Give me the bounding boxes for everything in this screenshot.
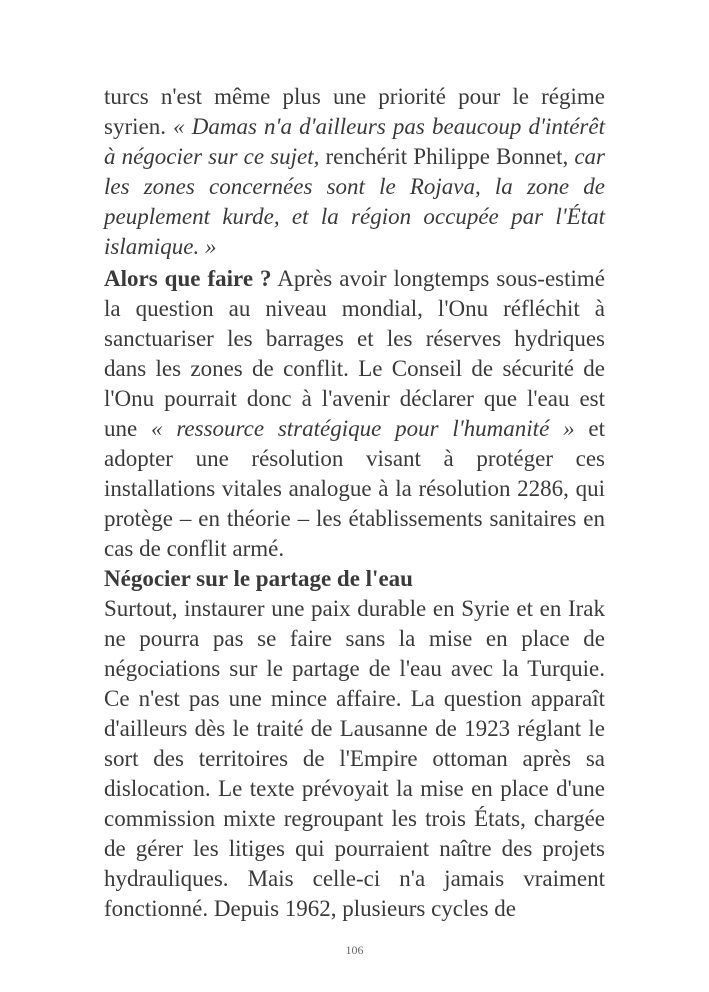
quote-ressource: « ressource stratégique pour l'humanité » xyxy=(151,416,575,441)
quote-zones: car les zones concernées sont le Rojava, la zone de peuplement kurde, et la région occupée par l'État islamique. » xyxy=(104,144,605,259)
lead-in-bold: Alors que faire ? xyxy=(104,266,272,291)
body-text-b: et adopter une résolution visant à protéger ces installations vitales analogue à la résolution 2286, qui protège – en théorie – les établissements sanitaires en cas de conflit armé. xyxy=(104,416,605,561)
body-text-a: Après avoir longtemps sous-estimé la question au niveau mondial, l'Onu réfléchit à sanctuariser les barrages et les réserves hydriques dans les zones de conflit. Le Conseil de sécurité de l'Onu pourrait donc à l'avenir déclarer que l'eau est une xyxy=(104,266,605,441)
page-number: 106 xyxy=(345,943,364,957)
paragraph-alors-que-faire xyxy=(104,264,605,564)
paragraph-text xyxy=(104,82,605,262)
paragraph-philippe-bonnet-quote xyxy=(104,82,605,262)
section-body: Surtout, instaurer une paix durable en Syrie et en Irak ne pourra pas se faire sans la mise en place de négociations sur le partage de l'eau avec la Turquie. Ce n'est pas une mince affaire. La question apparaît d'ailleurs dès le traité de Lausanne de 1923 réglant le sort des territoires de l'Empire ottoman après sa dislocation. Le texte prévoyait la mise en place d'une commission mixte regroupant les trois États, chargée de gérer les litiges qui pourraient naître des projets hydrauliques. Mais celle-ci n'a jamais vraiment fonctionné. Depuis 1962, plusieurs cycles de xyxy=(104,596,605,921)
attribution-text: renchérit Philippe Bonnet, xyxy=(319,144,575,169)
quote-damas: « Damas n'a d'ailleurs pas beaucoup d'intérêt à négocier sur ce sujet, xyxy=(104,114,605,169)
paragraph-text xyxy=(104,264,605,564)
section-partage-eau xyxy=(104,564,605,924)
section-heading: Négocier sur le partage de l'eau xyxy=(104,566,413,591)
intro-text: turcs n'est même plus une priorité pour le régime syrien. xyxy=(104,84,605,139)
